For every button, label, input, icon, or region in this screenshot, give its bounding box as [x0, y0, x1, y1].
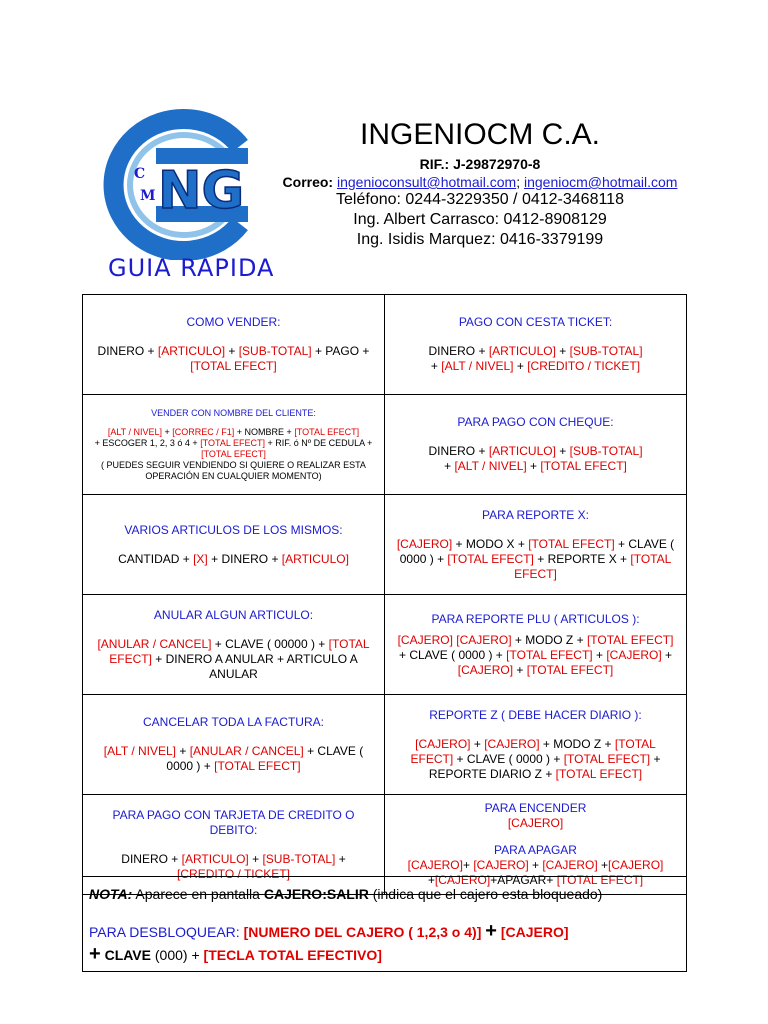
cell-steps: DINERO + [ARTICULO] + [SUB-TOTAL] + [ALT / NIVEL] + [TOTAL EFECT]	[428, 444, 643, 473]
cell-title: REPORTE Z ( DEBE HACER DIARIO ):	[429, 707, 642, 722]
email-separator: ;	[516, 174, 521, 190]
guide-title: GUIA RAPIDA	[108, 254, 275, 282]
cell-title: ANULAR ALGUN ARTICULO:	[153, 607, 314, 622]
logo-letter-m: M	[140, 188, 156, 204]
note-label: NOTA:	[89, 886, 133, 902]
cell-reporte-z	[385, 695, 687, 795]
cell-title: VARIOS ARTICULOS DE LOS MISMOS:	[124, 522, 343, 537]
cell-title: COMO VENDER:	[186, 315, 281, 329]
cell-steps: [CAJERO] + [CAJERO] + MODO Z + [TOTAL EFECT] + CLAVE ( 0000 ) + [TOTAL EFECT] + REPORTE DIARIO Z + [TOTAL EFECT]	[410, 736, 661, 781]
plus-icon: +	[485, 920, 497, 942]
unlock-line-2: + CLAVE (000) + [TECLA TOTAL EFECTIVO]	[89, 943, 382, 965]
cell-steps: [CAJERO] + MODO X + [TOTAL EFECT] + CLAVE ( 0000 ) + [TOTAL EFECT] + REPORTE X + [TOTAL EFECT]	[396, 536, 675, 581]
company-name: INGENIOCM C.A.	[359, 118, 600, 151]
cell-title: PARA REPORTE X:	[482, 507, 589, 522]
cell-steps: [ANULAR / CANCEL] + CLAVE ( 00000 ) + [TOTAL EFECT] + DINERO A ANULAR + ARTICULO A ANULAR	[97, 636, 370, 681]
cell-title: CANCELAR TODA LA FACTURA:	[143, 715, 324, 729]
cell-title-apagar: PARA APAGAR	[494, 843, 577, 857]
cell-steps: [ALT / NIVEL] + [CORREC / F1] + NOMBRE + [TOTAL EFECT] + ESCOGER 1, 2, 3 ó 4 + [TOTAL EFECT] + RIF. ó Nº DE CEDULA + [TOTAL EFECT]	[94, 426, 373, 459]
unlock-cajero-key: [CAJERO]	[500, 924, 569, 940]
cell-steps: DINERO + [ARTICULO] + [SUB-TOTAL] + [CREDITO / TICKET]	[121, 851, 346, 881]
phone-line: Teléfono: 0244-3229350 / 0412-3468118	[336, 191, 624, 208]
logo-letter-c: C	[134, 166, 146, 182]
cell-steps: DINERO + [ARTICULO] + [SUB-TOTAL] + PAGO + [TOTAL EFECT]	[97, 344, 370, 373]
cell-title: PAGO CON CESTA TICKET:	[458, 315, 613, 329]
note-box	[82, 876, 687, 972]
encender-key: [CAJERO]	[507, 816, 564, 830]
cell-cancelar-factura	[83, 695, 385, 795]
cell-title: VENDER CON NOMBRE DEL CLIENTE:	[151, 407, 316, 418]
cell-nombre-cliente	[83, 395, 385, 495]
cell-cesta-ticket	[385, 295, 687, 395]
company-logo	[100, 108, 260, 260]
company-header	[262, 118, 698, 250]
email-link-2[interactable]: ingeniocm@hotmail.com	[523, 174, 678, 190]
cell-title: PARA REPORTE PLU ( ARTICULOS ):	[431, 611, 640, 626]
cell-steps: [CAJERO]+ [CAJERO] + [CAJERO] +[CAJERO] +[CAJERO]+APAGAR+ [TOTAL EFECT]	[407, 858, 664, 887]
cell-anular-articulo	[83, 595, 385, 695]
cell-cheque	[385, 395, 687, 495]
cell-varios-articulos	[83, 495, 385, 595]
tecla-total-key: [TECLA TOTAL EFECTIVO]	[203, 947, 382, 963]
unlock-line	[89, 920, 569, 943]
company-rif: RIF.: J-29872970-8	[419, 156, 541, 172]
cell-title: PARA PAGO CON CHEQUE:	[457, 415, 614, 429]
cell-steps: CANTIDAD + [X] + DINERO + [ARTICULO]	[118, 551, 349, 566]
cell-title: PARA ENCENDER	[484, 801, 587, 815]
cell-steps: [CAJERO] [CAJERO] + MODO Z + [TOTAL EFECT] + CLAVE ( 0000 ) + [TOTAL EFECT] + [CAJERO] + [CAJERO] + [TOTAL EFECT]	[397, 632, 674, 677]
note-line: NOTA: Aparece en pantalla CAJERO:SALIR (indica que el cajero esta bloqueado)	[89, 886, 603, 902]
note-status: CAJERO:SALIR	[263, 886, 369, 902]
logo-letters: NG	[158, 161, 245, 221]
unlock-cashier-number: [NUMERO DEL CAJERO ( 1,2,3 o 4)]	[243, 924, 482, 940]
contact-marquez: Ing. Isidis Marquez: 0416-3379199	[356, 231, 604, 248]
unlock-label: PARA DESBLOQUEAR:	[89, 924, 244, 940]
cell-steps: [ALT / NIVEL] + [ANULAR / CANCEL] + CLAVE ( 0000 ) + [TOTAL EFECT]	[103, 744, 364, 773]
plus-icon: +	[89, 943, 101, 965]
cell-title: PARA PAGO CON TARJETA DE CREDITO O DEBITO:	[112, 807, 355, 837]
instructions-table	[82, 294, 687, 895]
cell-como-vender	[83, 295, 385, 395]
email-line	[262, 174, 698, 190]
cell-note: ( PUEDES SEGUIR VENDIENDO SI QUIERE O REALIZAR ESTA OPERACIÓN EN CUALQUIER MOMENTO)	[101, 459, 366, 481]
cell-reporte-plu	[385, 595, 687, 695]
email-label: Correo:	[282, 174, 334, 190]
contact-carrasco: Ing. Albert Carrasco: 0412-8908129	[353, 211, 607, 228]
cell-reporte-x	[385, 495, 687, 595]
cell-steps: DINERO + [ARTICULO] + [SUB-TOTAL] + [ALT / NIVEL] + [CREDITO / TICKET]	[428, 344, 643, 373]
email-link-1[interactable]: ingenioconsult@hotmail.com	[336, 174, 517, 190]
clave-label: CLAVE	[104, 947, 151, 963]
